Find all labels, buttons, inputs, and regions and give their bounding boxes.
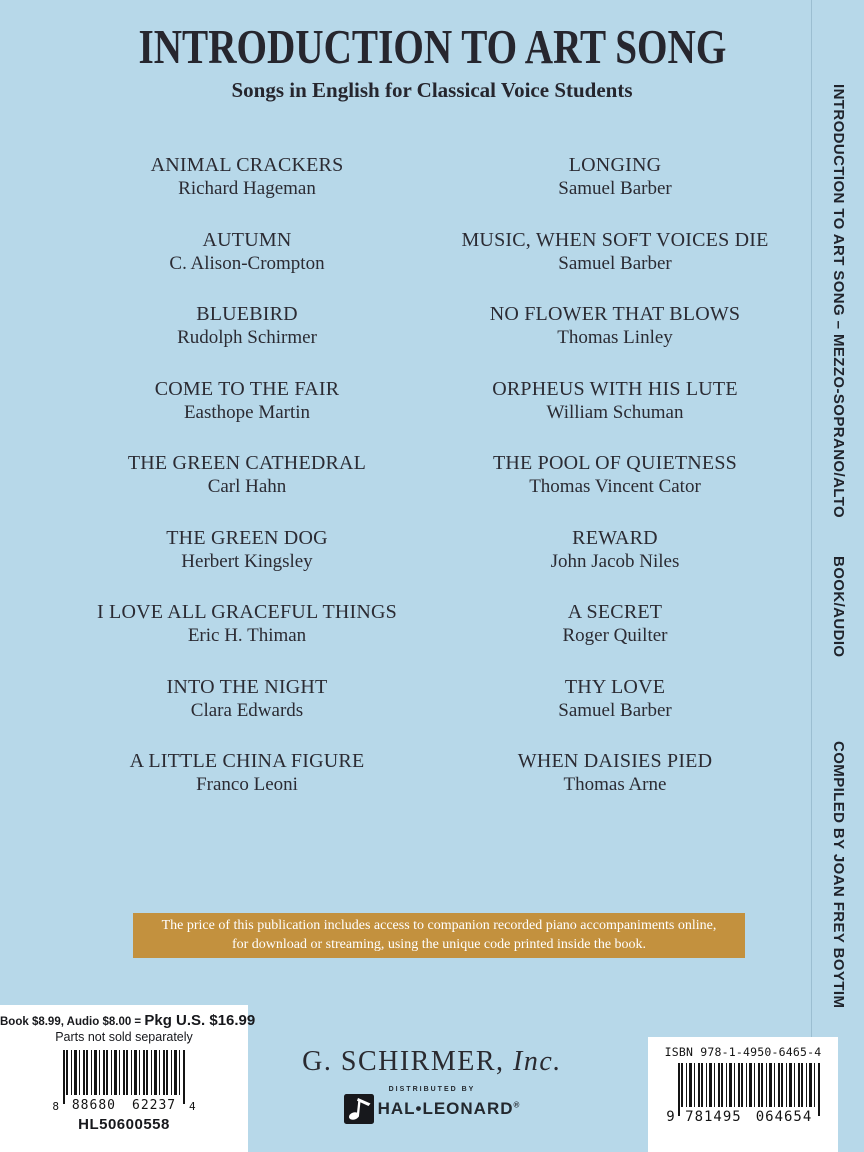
list-item (405, 601, 825, 676)
upc-digits (63, 1098, 185, 1113)
price-prefix: Book $8.99, Audio $8.00 = (0, 1016, 145, 1028)
song-composer: Richard Hageman (178, 178, 316, 199)
song-composer: Franco Leoni (196, 774, 298, 795)
ean-digit-group-1: 781495 (685, 1109, 742, 1125)
song-title: THE GREEN CATHEDRAL (127, 452, 367, 474)
price-package: Pkg U.S. $16.99 (144, 1012, 256, 1029)
publisher-name-main: G. SCHIRMER, (302, 1046, 514, 1077)
catalog-number: HL50600558 (78, 1116, 170, 1133)
song-title: INTO THE NIGHT (166, 675, 328, 698)
song-title: A SECRET (567, 601, 663, 623)
song-title: THE POOL OF QUIETNESS (492, 452, 737, 474)
song-list-left (37, 154, 457, 825)
list-item (37, 229, 457, 304)
ean-barcode-row (648, 1063, 838, 1125)
list-item (405, 229, 825, 304)
song-title: REWARD (572, 526, 658, 549)
song-composer: Roger Quilter (562, 625, 668, 646)
hal-leonard-wordmark (378, 1099, 521, 1119)
upc-left-digit: 8 (52, 1100, 59, 1113)
ean-barcode-bars (678, 1063, 820, 1107)
song-title: THE GREEN DOG (166, 526, 328, 549)
list-item (37, 750, 457, 825)
list-item (405, 452, 825, 527)
page-subtitle: Songs in English for Classical Voice Students (231, 78, 633, 102)
publisher-block (232, 1046, 632, 1124)
ean-digits (678, 1109, 820, 1125)
list-item (37, 676, 457, 751)
song-composer: William Schuman (546, 401, 684, 423)
ean-digit-group-2: 064654 (755, 1109, 813, 1125)
banner-line-2: for download or streaming, using the unique code printed inside the book. (231, 937, 647, 952)
publisher-name (232, 1046, 632, 1078)
song-title: MUSIC, WHEN SOFT VOICES DIE (461, 228, 769, 251)
registered-mark: ® (513, 1100, 521, 1110)
ean-left-digit: 9 (666, 1109, 675, 1125)
upc-barcode (63, 1050, 185, 1113)
page-title (26, 19, 838, 74)
song-title: BLUEBIRD (196, 303, 298, 325)
isbn-label: ISBN 978-1-4950-6465-4 (664, 1045, 822, 1059)
list-item (37, 154, 457, 229)
song-title: NO FLOWER THAT BLOWS (489, 303, 741, 325)
banner-line-1: The price of this publication includes access to companion recorded piano accompaniments online, (161, 918, 717, 933)
song-title: COME TO THE FAIR (154, 377, 340, 400)
song-title: THY LOVE (564, 675, 666, 698)
song-title: LONGING (568, 154, 662, 176)
song-title: ANIMAL CRACKERS (150, 154, 344, 176)
parts-note: Parts not sold separately (55, 1030, 193, 1044)
upc-barcode-bars (63, 1050, 185, 1095)
audio-access-banner (133, 913, 745, 958)
song-composer: Thomas Arne (563, 774, 667, 795)
list-item (405, 154, 825, 229)
list-item (405, 303, 825, 378)
song-title: A LITTLE CHINA FIGURE (129, 750, 365, 772)
song-list-right (405, 154, 825, 825)
song-composer: Thomas Linley (557, 327, 673, 348)
song-composer: Easthope Martin (183, 401, 311, 423)
price-line (0, 1012, 256, 1029)
list-item (405, 750, 825, 825)
song-composer: Carl Hahn (207, 476, 287, 497)
page-title-text: INTRODUCTION TO ART SONG (138, 19, 726, 74)
song-composer: Samuel Barber (558, 252, 672, 274)
song-title: WHEN DAISIES PIED (517, 750, 713, 772)
publisher-name-suffix: Inc. (513, 1046, 562, 1077)
list-item (405, 527, 825, 602)
song-composer: Herbert Kingsley (181, 550, 313, 572)
spine-format-label: BOOK/AUDIO (830, 556, 847, 658)
list-item (37, 601, 457, 676)
upc-digit-group-1: 88680 (71, 1098, 116, 1113)
upc-right-digit: 4 (189, 1100, 196, 1113)
spine-title: INTRODUCTION TO ART SONG – MEZZO-SOPRANO/ALTO (830, 84, 847, 519)
price-upc-box (0, 1005, 256, 1152)
isbn-box (648, 1037, 838, 1152)
list-item (37, 303, 457, 378)
list-item (37, 452, 457, 527)
list-item (405, 676, 825, 751)
list-item (37, 378, 457, 453)
song-composer: Thomas Vincent Cator (529, 476, 701, 497)
hal-leonard-logo-icon (344, 1094, 374, 1124)
song-title: ORPHEUS WITH HIS LUTE (492, 377, 738, 400)
upc-digit-group-2: 62237 (132, 1098, 177, 1113)
song-composer: Eric H. Thiman (187, 625, 307, 646)
hal-leonard-row (232, 1094, 632, 1124)
song-composer: Clara Edwards (190, 699, 304, 721)
song-title: I LOVE ALL GRACEFUL THINGS (96, 601, 397, 623)
list-item (37, 527, 457, 602)
song-title: AUTUMN (202, 228, 292, 251)
song-composer: John Jacob Niles (550, 550, 680, 572)
upc-barcode-row (0, 1050, 248, 1113)
distributed-by-label: DISTRIBUTED BY (388, 1086, 476, 1093)
song-composer: C. Alison-Crompton (169, 252, 325, 274)
song-composer: Samuel Barber (558, 178, 672, 199)
ean-barcode (678, 1063, 820, 1125)
spine-compiler-credit: COMPILED BY JOAN FREY BOYTIM (830, 741, 847, 1009)
hal-leonard-brand: HAL•LEONARD (377, 1099, 514, 1118)
list-item (405, 378, 825, 453)
song-composer: Rudolph Schirmer (177, 327, 317, 348)
song-composer: Samuel Barber (558, 699, 672, 721)
